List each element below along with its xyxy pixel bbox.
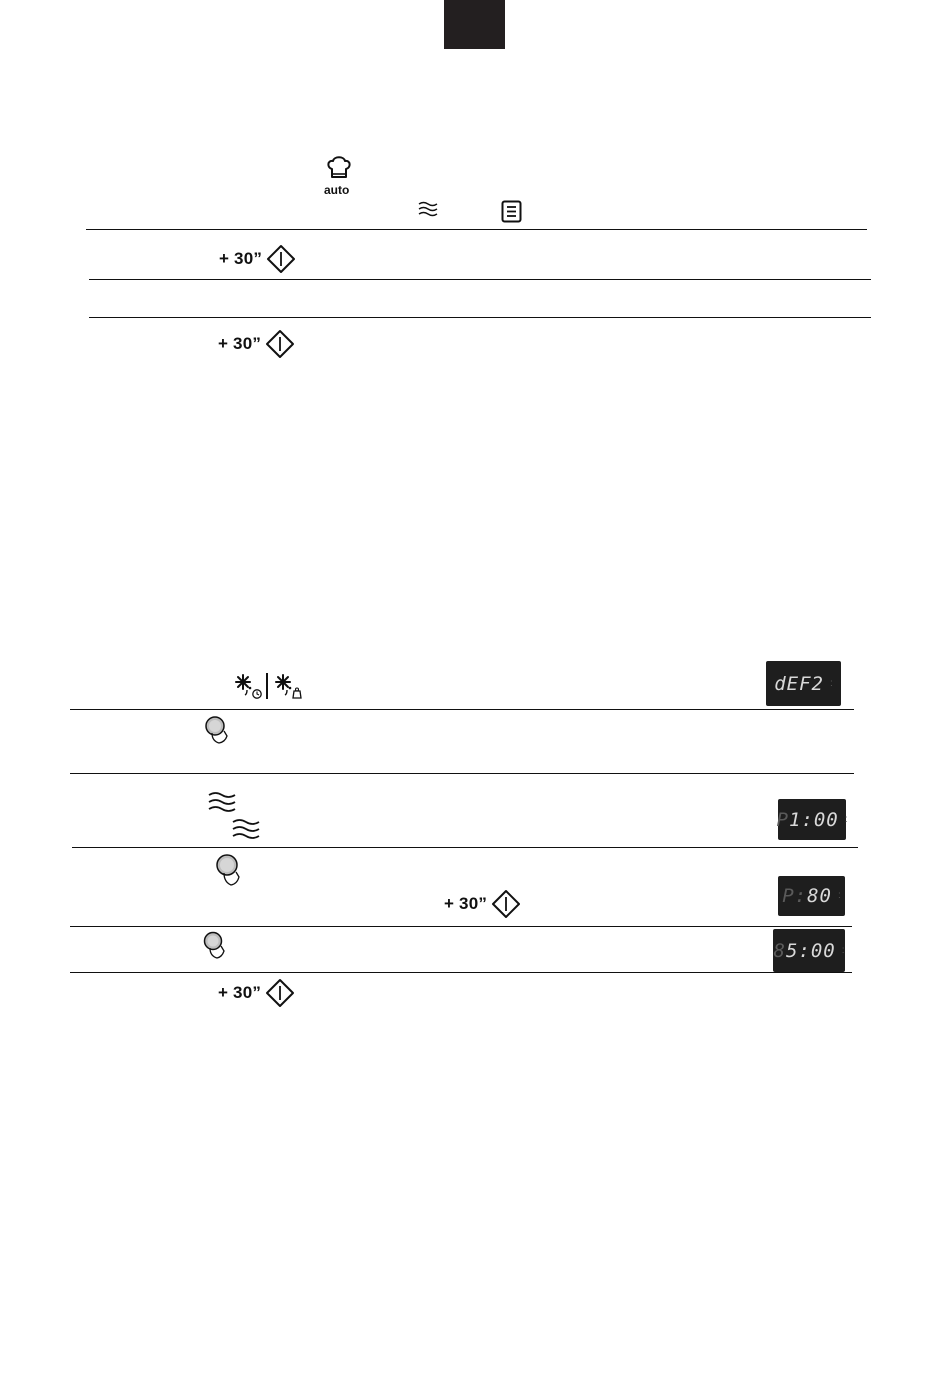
divider: [86, 229, 867, 230]
microwave-waves-icon[interactable]: [208, 791, 236, 813]
display-readout: dEF2: [774, 672, 824, 695]
divider: [70, 773, 854, 774]
microwave-waves-icon[interactable]: [232, 818, 260, 840]
defrost-buttons[interactable]: [232, 672, 304, 700]
start-button-label: + 30”: [444, 894, 488, 913]
start-button[interactable]: [219, 244, 296, 274]
start-button-label: + 30”: [218, 983, 262, 1002]
menu-list-icon: [501, 200, 522, 223]
chef-hat-icon: [324, 155, 354, 181]
divider: [72, 847, 858, 848]
display-dim-digits: P:: [782, 885, 808, 907]
start-diamond-icon: [491, 889, 521, 919]
start-diamond-icon: [265, 329, 295, 359]
defrost-weight-icon: [272, 672, 304, 700]
dial-knob-icon[interactable]: [202, 931, 228, 961]
auto-label: auto: [324, 183, 350, 197]
dial-knob-icon[interactable]: [215, 853, 243, 887]
dial-knob-icon[interactable]: [203, 715, 231, 745]
start-button[interactable]: [218, 978, 295, 1008]
divider: [70, 926, 852, 927]
start-button[interactable]: [444, 889, 521, 919]
display-readout: 1:00: [788, 808, 839, 831]
divider: [70, 709, 854, 710]
microwave-waves-icon: [418, 201, 438, 217]
divider: [70, 972, 852, 973]
display-readout: 5:00: [785, 939, 836, 962]
led-display: dEF2 :: [766, 661, 841, 706]
led-display: 85:00 :: [773, 929, 845, 972]
start-diamond-icon: [266, 244, 296, 274]
display-dim-digits: 8: [773, 939, 786, 962]
divider: [89, 279, 871, 280]
start-diamond-icon: [265, 978, 295, 1008]
start-button-label: + 30”: [219, 249, 263, 268]
page-tab-marker: [444, 0, 505, 49]
led-display: P1:00 :: [778, 799, 846, 840]
defrost-time-icon: [232, 672, 264, 700]
led-display: P:80 :: [778, 876, 845, 916]
auto-button[interactable]: [324, 155, 354, 197]
start-button-label: + 30”: [218, 334, 262, 353]
display-dim-digits: P: [776, 808, 789, 831]
divider: [89, 317, 871, 318]
start-button[interactable]: [218, 329, 295, 359]
display-readout: 80: [807, 885, 832, 907]
separator: [266, 673, 268, 699]
